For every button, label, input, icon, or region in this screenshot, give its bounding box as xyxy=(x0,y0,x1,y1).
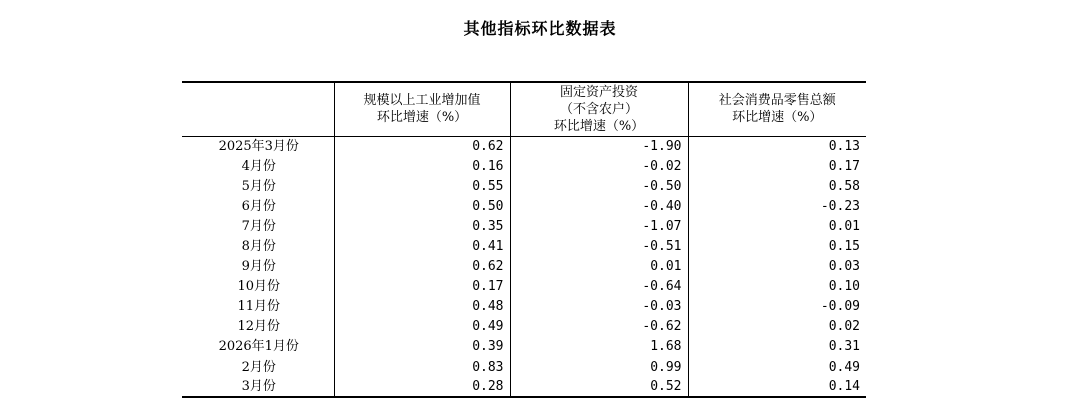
row-label: 9月份 xyxy=(241,259,276,275)
industrial-growth-cell: 0.62 xyxy=(334,257,510,277)
industrial-growth-cell: 0.35 xyxy=(334,216,510,236)
header-retail-sales xyxy=(688,82,866,136)
table-row xyxy=(182,337,866,357)
row-label: 2026年1月份 xyxy=(218,339,299,355)
retail-growth-cell: 0.14 xyxy=(688,377,866,397)
retail-growth-cell: -0.23 xyxy=(688,196,866,216)
header-line: 环比增速（%） xyxy=(376,110,468,126)
industrial-growth-cell: 0.17 xyxy=(334,277,510,297)
industrial-growth-cell: 0.41 xyxy=(334,236,510,256)
industrial-growth-cell: 0.62 xyxy=(334,136,510,156)
table-row xyxy=(182,317,866,337)
header-line: （不含农户） xyxy=(559,101,638,117)
investment-growth-cell: -0.02 xyxy=(510,156,688,176)
industrial-growth-cell: 0.83 xyxy=(334,357,510,377)
table-row xyxy=(182,236,866,256)
industrial-growth-cell: 0.16 xyxy=(334,156,510,176)
retail-growth-cell: 0.15 xyxy=(688,236,866,256)
investment-growth-cell: 0.52 xyxy=(510,377,688,397)
retail-growth-cell: 0.49 xyxy=(688,357,866,377)
row-label: 8月份 xyxy=(241,239,276,255)
row-label: 2025年3月份 xyxy=(218,138,299,154)
header-corner xyxy=(182,82,334,136)
industrial-growth-cell: 0.50 xyxy=(334,196,510,216)
row-label: 10月份 xyxy=(237,279,281,295)
retail-growth-cell: 0.58 xyxy=(688,176,866,196)
investment-growth-cell: -1.90 xyxy=(510,136,688,156)
table-row xyxy=(182,216,866,236)
industrial-growth-cell: 0.48 xyxy=(334,297,510,317)
industrial-growth-cell: 0.39 xyxy=(334,337,510,357)
header-fixed-asset-investment xyxy=(510,82,688,136)
row-label: 3月份 xyxy=(182,377,334,397)
retail-growth-cell: 0.01 xyxy=(688,216,866,236)
header-line: 固定资产投资 xyxy=(559,84,638,100)
retail-growth-cell: -0.09 xyxy=(688,297,866,317)
table-body xyxy=(182,136,866,397)
retail-growth-cell: 0.17 xyxy=(688,156,866,176)
table-row xyxy=(182,297,866,317)
investment-growth-cell: -0.64 xyxy=(510,277,688,297)
investment-growth-cell: -0.62 xyxy=(510,317,688,337)
industrial-growth-cell: 0.55 xyxy=(334,176,510,196)
page-title: 其他指标环比数据表 xyxy=(463,19,617,38)
investment-growth-cell: -1.07 xyxy=(510,216,688,236)
investment-growth-cell: 1.68 xyxy=(510,337,688,357)
table-row xyxy=(182,357,866,377)
header-line: 环比增速（%） xyxy=(553,118,645,134)
table-row xyxy=(182,176,866,196)
row-label: 7月份 xyxy=(241,218,276,234)
table-header xyxy=(182,82,866,136)
table-row xyxy=(182,277,866,297)
investment-growth-cell: 0.01 xyxy=(510,257,688,277)
retail-growth-cell: 0.31 xyxy=(688,337,866,357)
investment-growth-cell: 0.99 xyxy=(510,357,688,377)
row-label: 11月份 xyxy=(237,299,281,315)
header-industrial-value-added xyxy=(334,82,510,136)
retail-growth-cell: 0.13 xyxy=(688,136,866,156)
row-label: 2月份 xyxy=(241,359,276,375)
table-row xyxy=(182,136,866,156)
investment-growth-cell: -0.51 xyxy=(510,236,688,256)
header-row xyxy=(182,82,866,136)
table-row xyxy=(182,196,866,216)
retail-growth-cell: 0.10 xyxy=(688,277,866,297)
row-label: 4月份 xyxy=(241,158,276,174)
table-row xyxy=(182,156,866,176)
industrial-growth-cell: 0.28 xyxy=(334,377,510,397)
header-line: 社会消费品零售总额 xyxy=(718,93,836,109)
header-line: 规模以上工业增加值 xyxy=(363,93,481,109)
table-row xyxy=(182,257,866,277)
industrial-growth-cell: 0.49 xyxy=(334,317,510,337)
investment-growth-cell: -0.40 xyxy=(510,196,688,216)
row-label: 12月份 xyxy=(237,319,281,335)
retail-growth-cell: 0.03 xyxy=(688,257,866,277)
header-line: 环比增速（%） xyxy=(732,110,823,126)
row-label: 5月份 xyxy=(241,178,276,194)
investment-growth-cell: -0.50 xyxy=(510,176,688,196)
table-row xyxy=(182,377,866,397)
investment-growth-cell: -0.03 xyxy=(510,297,688,317)
row-label: 6月份 xyxy=(241,198,276,214)
retail-growth-cell: 0.02 xyxy=(688,317,866,337)
data-table xyxy=(182,81,866,398)
